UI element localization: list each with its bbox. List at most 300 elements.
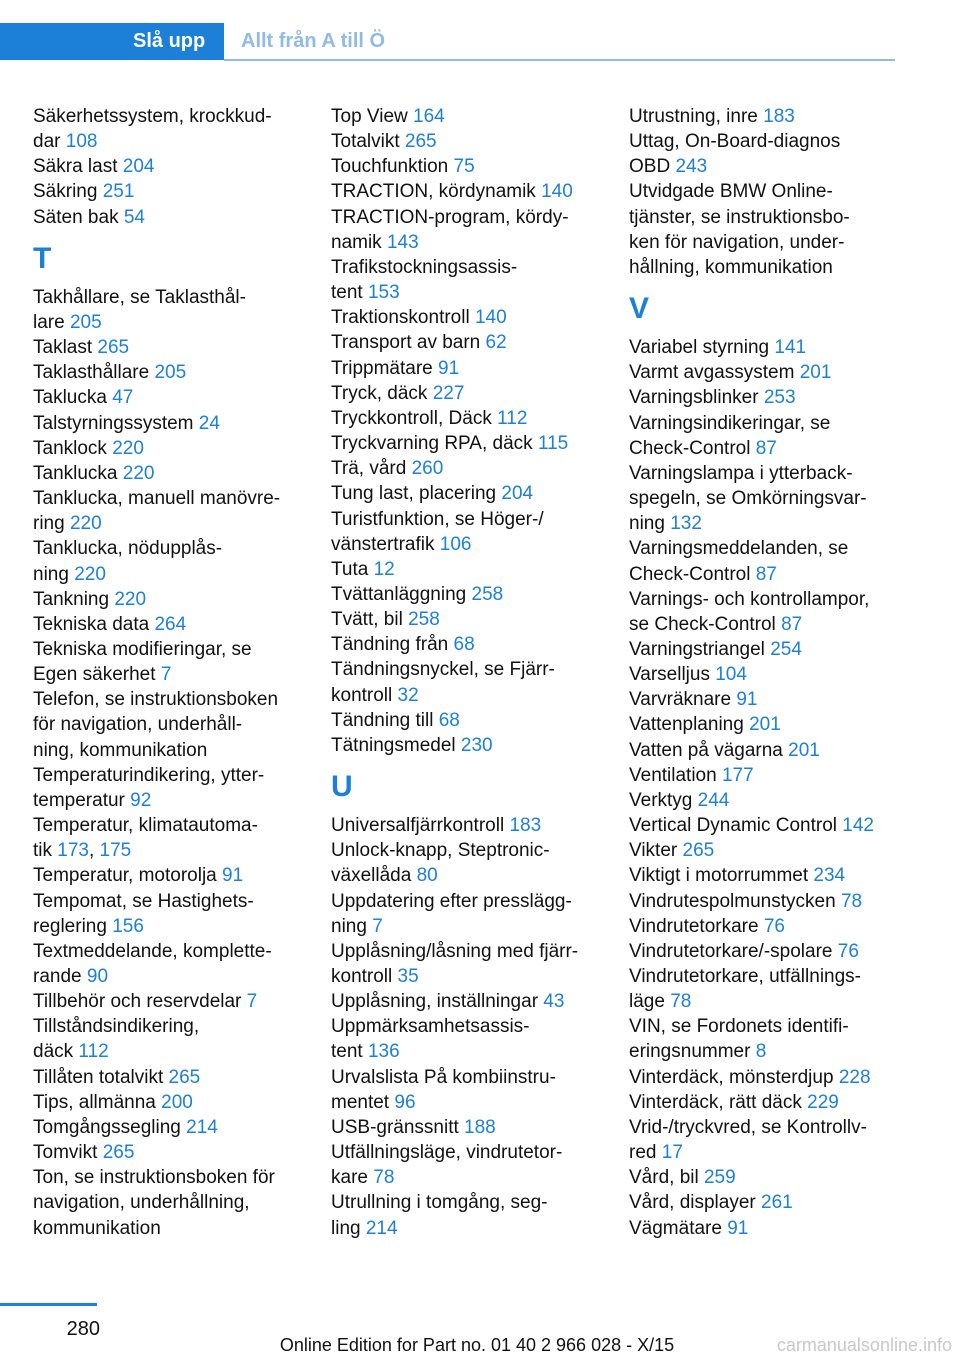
entry-text: Unlock-knapp, Steptronic- bbox=[331, 840, 550, 862]
page-link[interactable]: 47 bbox=[112, 387, 134, 409]
page-link[interactable]: 265 bbox=[682, 840, 715, 862]
index-entry bbox=[33, 436, 303, 461]
index-entry bbox=[331, 129, 601, 154]
index-entry bbox=[331, 1115, 601, 1140]
index-entry bbox=[33, 335, 303, 360]
page-link[interactable]: 112 bbox=[497, 407, 528, 429]
page-link[interactable]: 261 bbox=[761, 1192, 793, 1214]
page-link[interactable]: 75 bbox=[453, 156, 475, 178]
index-entry bbox=[629, 1090, 899, 1115]
entry-text: vänstertrafik bbox=[331, 533, 440, 555]
page-link[interactable]: 204 bbox=[501, 483, 534, 505]
index-entry bbox=[331, 889, 601, 914]
entry-text: Tankning bbox=[33, 588, 115, 610]
page-link[interactable]: 265 bbox=[404, 131, 437, 153]
index-entry bbox=[33, 1065, 303, 1090]
index-column-2 bbox=[331, 104, 601, 1241]
entry-text: Egen säkerhet bbox=[33, 664, 161, 686]
page-link[interactable]: 92 bbox=[130, 789, 152, 811]
page-link[interactable]: 35 bbox=[397, 966, 419, 987]
entry-text: Tekniska modifieringar, se bbox=[33, 638, 252, 660]
index-entry bbox=[629, 1190, 899, 1215]
page-link[interactable]: 140 bbox=[474, 307, 507, 329]
page-link[interactable]: 17 bbox=[661, 1142, 683, 1164]
index-entry bbox=[33, 863, 303, 888]
index-entry bbox=[331, 1014, 601, 1039]
index-column-3 bbox=[629, 104, 899, 1241]
page-link[interactable]: 112 bbox=[78, 1041, 109, 1063]
entry-text: Vård, displayer bbox=[629, 1192, 762, 1214]
entry-text: Varselljus bbox=[629, 664, 716, 686]
index-entry bbox=[33, 788, 303, 813]
entry-text: Tvättanläggning bbox=[331, 583, 472, 605]
entry-text: Varningslampa i ytterback- bbox=[629, 462, 853, 484]
page-link[interactable]: 87 bbox=[755, 437, 777, 459]
index-entry bbox=[331, 205, 601, 230]
page-link[interactable]: 7 bbox=[372, 915, 383, 937]
entry-text: växellåda bbox=[331, 865, 417, 887]
index-entry bbox=[33, 385, 303, 410]
index-entry bbox=[331, 708, 601, 733]
entry-text: ken för navigation, under- bbox=[629, 231, 845, 253]
index-entry bbox=[629, 687, 899, 712]
entry-text: Traktionskontroll bbox=[331, 307, 475, 329]
entry-text: mentet bbox=[331, 1091, 395, 1113]
index-entry bbox=[33, 154, 303, 179]
entry-text: Uppmärksamhetsassis- bbox=[331, 1016, 530, 1038]
index-entry bbox=[629, 436, 899, 461]
index-entry bbox=[331, 914, 601, 939]
entry-text: Varningsindikeringar, se bbox=[629, 412, 831, 434]
index-entry bbox=[33, 687, 303, 712]
index-entry bbox=[33, 205, 303, 230]
entry-text: Varningstriangel bbox=[629, 638, 771, 660]
index-entry bbox=[629, 662, 899, 687]
index-entry bbox=[331, 255, 601, 280]
page-link[interactable]: 91 bbox=[736, 689, 758, 711]
entry-text: Säkring bbox=[33, 181, 103, 203]
page-link[interactable]: 68 bbox=[453, 634, 475, 656]
tab-a-to-z[interactable]: Allt från A till Ö bbox=[224, 23, 895, 60]
page-link[interactable]: 76 bbox=[763, 915, 785, 937]
entry-text: Taklasthållare bbox=[33, 362, 155, 384]
page-link[interactable]: 220 bbox=[69, 513, 102, 535]
index-entry bbox=[33, 411, 303, 436]
page-link[interactable]: 153 bbox=[367, 282, 400, 304]
entry-text: tjänster, se instruktionsbo- bbox=[629, 206, 850, 228]
index-entry bbox=[331, 280, 601, 305]
index-entry bbox=[33, 562, 303, 587]
index-entry bbox=[33, 104, 303, 129]
entry-text: Tvätt, bil bbox=[331, 609, 409, 631]
index-entry bbox=[629, 1165, 899, 1190]
index-entry bbox=[33, 738, 303, 763]
page-link[interactable]: 78 bbox=[840, 890, 863, 912]
page-link[interactable]: 24 bbox=[198, 412, 220, 434]
index-entry bbox=[629, 205, 899, 230]
index-entry bbox=[331, 431, 601, 456]
index-entry bbox=[33, 1115, 303, 1140]
page-link[interactable]: 12 bbox=[373, 558, 395, 580]
entry-text: spegeln, se Omkörningsvar- bbox=[629, 488, 867, 510]
index-entry bbox=[331, 1090, 601, 1115]
index-entry bbox=[629, 637, 899, 662]
entry-text: Talstyrningssystem bbox=[33, 412, 199, 434]
entry-text: ning bbox=[331, 915, 373, 937]
page-link[interactable]: 260 bbox=[411, 458, 444, 480]
index-entry bbox=[331, 406, 601, 431]
entry-text: Vinterdäck, rätt däck bbox=[629, 1091, 808, 1113]
entry-text: TRACTION-program, kördy- bbox=[331, 206, 569, 228]
page-link[interactable]: 251 bbox=[102, 181, 135, 203]
entry-text: Verktyg bbox=[629, 789, 698, 811]
index-entry bbox=[331, 481, 601, 506]
index-entry bbox=[33, 612, 303, 637]
index-entry bbox=[629, 587, 899, 612]
entry-text: Variabel styrning bbox=[629, 337, 775, 359]
index-entry bbox=[629, 129, 899, 154]
index-entry bbox=[331, 733, 601, 758]
entry-text: Utrustning, inre bbox=[629, 106, 764, 127]
index-entry bbox=[331, 863, 601, 888]
page-link[interactable]: 265 bbox=[97, 337, 130, 359]
entry-text: Säkra last bbox=[33, 156, 123, 178]
page-link[interactable]: 78 bbox=[373, 1167, 395, 1189]
entry-text: Tändning till bbox=[331, 709, 439, 731]
entry-text: Trafikstockningsassis- bbox=[331, 256, 518, 278]
index-entry bbox=[331, 1165, 601, 1190]
entry-text: ning, kommunikation bbox=[33, 739, 208, 761]
page-link[interactable]: 214 bbox=[186, 1116, 218, 1138]
page-link[interactable]: 265 bbox=[102, 1142, 135, 1164]
entry-text: Tändning från bbox=[331, 634, 454, 656]
index-entry bbox=[331, 330, 601, 355]
entry-text: lare bbox=[33, 311, 70, 333]
entry-text: ring bbox=[33, 513, 70, 535]
entry-text: Top View bbox=[331, 106, 414, 127]
page-link[interactable]: 264 bbox=[154, 613, 187, 635]
page-link[interactable]: 234 bbox=[813, 865, 846, 887]
index-entry bbox=[331, 683, 601, 708]
entry-text: Tryckkontroll, Däck bbox=[331, 407, 498, 429]
page-link[interactable]: 201 bbox=[749, 714, 781, 736]
index-entry bbox=[331, 532, 601, 557]
index-entry bbox=[331, 582, 601, 607]
entry-text: Varvräknare bbox=[629, 689, 737, 711]
page-link[interactable]: 68 bbox=[438, 709, 460, 731]
entry-text: Tillåten totalvikt bbox=[33, 1066, 169, 1088]
page-link[interactable]: 220 bbox=[74, 563, 106, 585]
page-link[interactable]: 201 bbox=[788, 739, 820, 761]
index-entry bbox=[629, 1065, 899, 1090]
index-entry bbox=[33, 461, 303, 486]
entry-text: Totalvikt bbox=[331, 131, 405, 153]
page-link[interactable]: 104 bbox=[715, 664, 747, 686]
page-link[interactable]: 204 bbox=[122, 156, 155, 178]
index-entry bbox=[629, 230, 899, 255]
page-link[interactable]: 87 bbox=[781, 613, 803, 635]
page-link[interactable]: 188 bbox=[464, 1116, 496, 1138]
entry-text: Uppdatering efter presslägg- bbox=[331, 890, 572, 912]
page-link[interactable]: 156 bbox=[112, 915, 144, 937]
index-entry bbox=[629, 788, 899, 813]
page-link[interactable]: 220 bbox=[122, 462, 155, 484]
page-link[interactable]: 91 bbox=[727, 1217, 749, 1239]
index-entry bbox=[33, 179, 303, 204]
entry-text: Vertical Dynamic Control bbox=[629, 815, 843, 837]
index-entry bbox=[331, 939, 601, 964]
index-entry bbox=[331, 1216, 601, 1241]
entry-text: Trippmätare bbox=[331, 357, 438, 379]
entry-text: kommunikation bbox=[33, 1217, 161, 1239]
index-entry bbox=[33, 1216, 303, 1241]
entry-text: Vatten på vägarna bbox=[629, 739, 789, 761]
page-link[interactable]: 220 bbox=[112, 437, 144, 459]
index-entry bbox=[331, 1065, 601, 1090]
page-link[interactable]: 265 bbox=[168, 1066, 201, 1088]
index-entry bbox=[33, 1165, 303, 1190]
index-entry bbox=[33, 310, 303, 335]
entry-text: Utrullning i tomgång, seg- bbox=[331, 1192, 548, 1214]
entry-text: Varmt avgassystem bbox=[629, 362, 800, 384]
entry-text: rande bbox=[33, 966, 87, 987]
index-entry bbox=[629, 964, 899, 989]
index-entry bbox=[629, 914, 899, 939]
page-link[interactable]: 136 bbox=[367, 1041, 400, 1063]
index-entry bbox=[331, 179, 601, 204]
index-entry bbox=[331, 154, 601, 179]
entry-text: ning bbox=[33, 563, 75, 585]
entry-text: Trä, vård bbox=[331, 458, 412, 480]
entry-text: Utvidgade BMW Online- bbox=[629, 181, 833, 203]
index-entry bbox=[33, 813, 303, 838]
page-link[interactable]: 76 bbox=[837, 940, 859, 962]
entry-text: Uttag, On-Board-diagnos bbox=[629, 131, 841, 153]
entry-text: däck bbox=[33, 1041, 79, 1063]
page-link[interactable]: 183 bbox=[509, 815, 542, 837]
index-entry bbox=[629, 889, 899, 914]
page-link[interactable]: 254 bbox=[770, 638, 802, 660]
page-link[interactable]: 244 bbox=[697, 789, 730, 811]
page-link[interactable]: 205 bbox=[154, 362, 187, 384]
entry-text: Vindrutetorkare/-spolare bbox=[629, 940, 838, 962]
index-entry bbox=[33, 486, 303, 511]
index-entry bbox=[33, 360, 303, 385]
index-entry bbox=[629, 1014, 899, 1039]
index-entry bbox=[331, 557, 601, 582]
index-entry bbox=[33, 914, 303, 939]
page-link[interactable]: 259 bbox=[703, 1167, 736, 1189]
entry-text: Ventilation bbox=[629, 764, 722, 786]
entry-text: Check-Control bbox=[629, 437, 756, 459]
index-entry bbox=[331, 657, 601, 682]
index-entry bbox=[331, 230, 601, 255]
page-link[interactable]: 183 bbox=[763, 106, 795, 127]
page-link[interactable]: 90 bbox=[86, 966, 109, 987]
entry-text: Varningsblinker bbox=[629, 387, 764, 409]
page-link[interactable]: 229 bbox=[807, 1091, 839, 1113]
entry-text: ning bbox=[629, 513, 671, 535]
page-link[interactable]: 173 bbox=[57, 840, 89, 862]
index-entry bbox=[33, 712, 303, 737]
page-link[interactable]: 243 bbox=[675, 156, 708, 178]
page-link[interactable]: 132 bbox=[670, 513, 702, 535]
index-entry bbox=[629, 360, 899, 385]
entry-text: Tillbehör och reservdelar bbox=[33, 991, 247, 1013]
entry-text: reglering bbox=[33, 915, 113, 937]
page-link[interactable]: 201 bbox=[799, 362, 832, 384]
entry-text: Tillståndsindikering, bbox=[33, 1016, 200, 1038]
index-entry bbox=[33, 129, 303, 154]
page-link[interactable]: 91 bbox=[222, 865, 244, 887]
entry-text: namik bbox=[331, 231, 387, 253]
index-entry bbox=[33, 939, 303, 964]
page-link[interactable]: 258 bbox=[471, 583, 504, 605]
page-link[interactable]: 175 bbox=[99, 840, 132, 862]
page-link[interactable]: 143 bbox=[386, 231, 419, 253]
entry-text: Tung last, placering bbox=[331, 483, 502, 505]
entry-text: Tändningsnyckel, se Fjärr- bbox=[331, 659, 555, 681]
entry-text: Varnings- och kontrollampor, bbox=[629, 588, 870, 610]
entry-text: Takhållare, se Taklasthål- bbox=[33, 286, 246, 308]
page-link[interactable]: 96 bbox=[394, 1091, 416, 1113]
page-link[interactable]: 200 bbox=[161, 1091, 193, 1113]
entry-text: Tomgångssegling bbox=[33, 1116, 187, 1138]
index-entry bbox=[629, 385, 899, 410]
index-entry bbox=[629, 1039, 899, 1064]
entry-text: för navigation, underhåll- bbox=[33, 714, 243, 736]
index-entry bbox=[331, 456, 601, 481]
index-entry bbox=[629, 511, 899, 536]
page-link[interactable]: 91 bbox=[438, 357, 460, 379]
entry-text: VIN, se Fordonets identifi- bbox=[629, 1016, 849, 1038]
page-link[interactable]: 258 bbox=[408, 609, 440, 631]
index-entry bbox=[629, 763, 899, 788]
index-entry bbox=[629, 179, 899, 204]
index-entry bbox=[331, 813, 601, 838]
page-link[interactable]: 140 bbox=[541, 181, 573, 203]
index-entry bbox=[33, 587, 303, 612]
index-entry bbox=[629, 536, 899, 561]
page-link[interactable]: 7 bbox=[246, 991, 258, 1013]
entry-text: Tekniska data bbox=[33, 613, 155, 635]
page-link[interactable]: 54 bbox=[123, 206, 145, 228]
page-link[interactable]: 230 bbox=[460, 734, 493, 756]
entry-text: Viktigt i motorrummet bbox=[629, 865, 814, 887]
entry-text: tent bbox=[331, 1041, 368, 1063]
entry-text: tent bbox=[331, 282, 368, 304]
index-entry bbox=[331, 607, 601, 632]
page-link[interactable]: 214 bbox=[365, 1217, 398, 1239]
entry-text: temperatur bbox=[33, 789, 131, 811]
entry-text: Vinterdäck, mönsterdjup bbox=[629, 1066, 839, 1088]
entry-text: Säten bak bbox=[33, 206, 124, 228]
index-entry bbox=[629, 1140, 899, 1165]
entry-text: Tätningsmedel bbox=[331, 734, 461, 756]
index-entry bbox=[629, 989, 899, 1014]
page-link[interactable]: 7 bbox=[160, 664, 172, 686]
tab-look-up[interactable]: Slå upp bbox=[0, 23, 224, 60]
index-entry bbox=[629, 712, 899, 737]
index-entry bbox=[629, 562, 899, 587]
index-entry bbox=[33, 637, 303, 662]
page-link[interactable]: 115 bbox=[537, 433, 569, 455]
index-entry bbox=[629, 104, 899, 129]
index-entry bbox=[629, 411, 899, 436]
index-entry bbox=[33, 662, 303, 687]
page-link[interactable]: 253 bbox=[763, 387, 796, 409]
entry-text: kontroll bbox=[331, 966, 398, 987]
page-link[interactable]: 78 bbox=[670, 991, 692, 1013]
watermark: carmanualsonline.info bbox=[776, 1335, 952, 1355]
page-link[interactable]: 8 bbox=[755, 1041, 767, 1063]
page-link[interactable]: 87 bbox=[755, 563, 777, 585]
entry-text: Tips, allmänna bbox=[33, 1091, 162, 1113]
entry-text: Ton, se instruktionsboken för bbox=[33, 1167, 275, 1189]
entry-text: USB-gränssnitt bbox=[331, 1116, 465, 1138]
index-entry bbox=[33, 763, 303, 788]
entry-text: hållning, kommunikation bbox=[629, 256, 833, 278]
index-entry bbox=[629, 838, 899, 863]
index-column-1 bbox=[33, 104, 303, 1241]
index-entry bbox=[629, 255, 899, 280]
index-entry bbox=[331, 838, 601, 863]
index-entry bbox=[33, 1190, 303, 1215]
entry-text: Temperaturindikering, ytter- bbox=[33, 764, 265, 786]
page-link[interactable]: 106 bbox=[439, 533, 472, 555]
index-entry bbox=[629, 486, 899, 511]
index-entry bbox=[33, 964, 303, 989]
page-link[interactable]: 228 bbox=[838, 1066, 871, 1088]
entry-text: Vård, bil bbox=[629, 1167, 704, 1189]
page-number: 280 bbox=[66, 1318, 100, 1340]
page-link[interactable]: 220 bbox=[114, 588, 147, 610]
entry-text: Vindrutetorkare bbox=[629, 915, 764, 937]
header-bar bbox=[0, 0, 960, 62]
entry-text: Varningsmeddelanden, se bbox=[629, 538, 849, 560]
index-entry bbox=[629, 863, 899, 888]
entry-text: Temperatur, motorolja bbox=[33, 865, 223, 887]
page-link[interactable]: 108 bbox=[65, 131, 98, 153]
entry-text: Vattenplaning bbox=[629, 714, 750, 736]
entry-text: Taklucka bbox=[33, 387, 113, 409]
entry-text: Upplåsning, inställningar bbox=[331, 991, 544, 1013]
page-link[interactable]: 142 bbox=[842, 815, 874, 837]
index-entry bbox=[629, 1115, 899, 1140]
index-entry bbox=[629, 1216, 899, 1241]
page-link[interactable]: 43 bbox=[543, 991, 565, 1013]
index-entry bbox=[331, 632, 601, 657]
header-divider bbox=[224, 59, 895, 61]
page-link[interactable]: 141 bbox=[774, 337, 807, 359]
page-link[interactable]: 177 bbox=[721, 764, 754, 786]
section-letter: U bbox=[331, 770, 353, 804]
page-link[interactable]: 32 bbox=[397, 684, 419, 706]
page-link[interactable]: 227 bbox=[432, 382, 465, 404]
entry-text: Tuta bbox=[331, 558, 374, 580]
index-entry bbox=[33, 1090, 303, 1115]
page-link[interactable]: 62 bbox=[485, 332, 507, 354]
entry-text: Urvalslista På kombiinstru- bbox=[331, 1066, 556, 1088]
entry-text: Vägmätare bbox=[629, 1217, 728, 1239]
section-letter: V bbox=[629, 292, 650, 326]
page-link[interactable]: 80 bbox=[416, 865, 438, 887]
index-entry bbox=[331, 964, 601, 989]
page-link[interactable]: 164 bbox=[413, 106, 445, 127]
page-link[interactable]: 205 bbox=[69, 311, 102, 333]
index-entry bbox=[33, 838, 303, 863]
entry-text: dar bbox=[33, 131, 66, 153]
